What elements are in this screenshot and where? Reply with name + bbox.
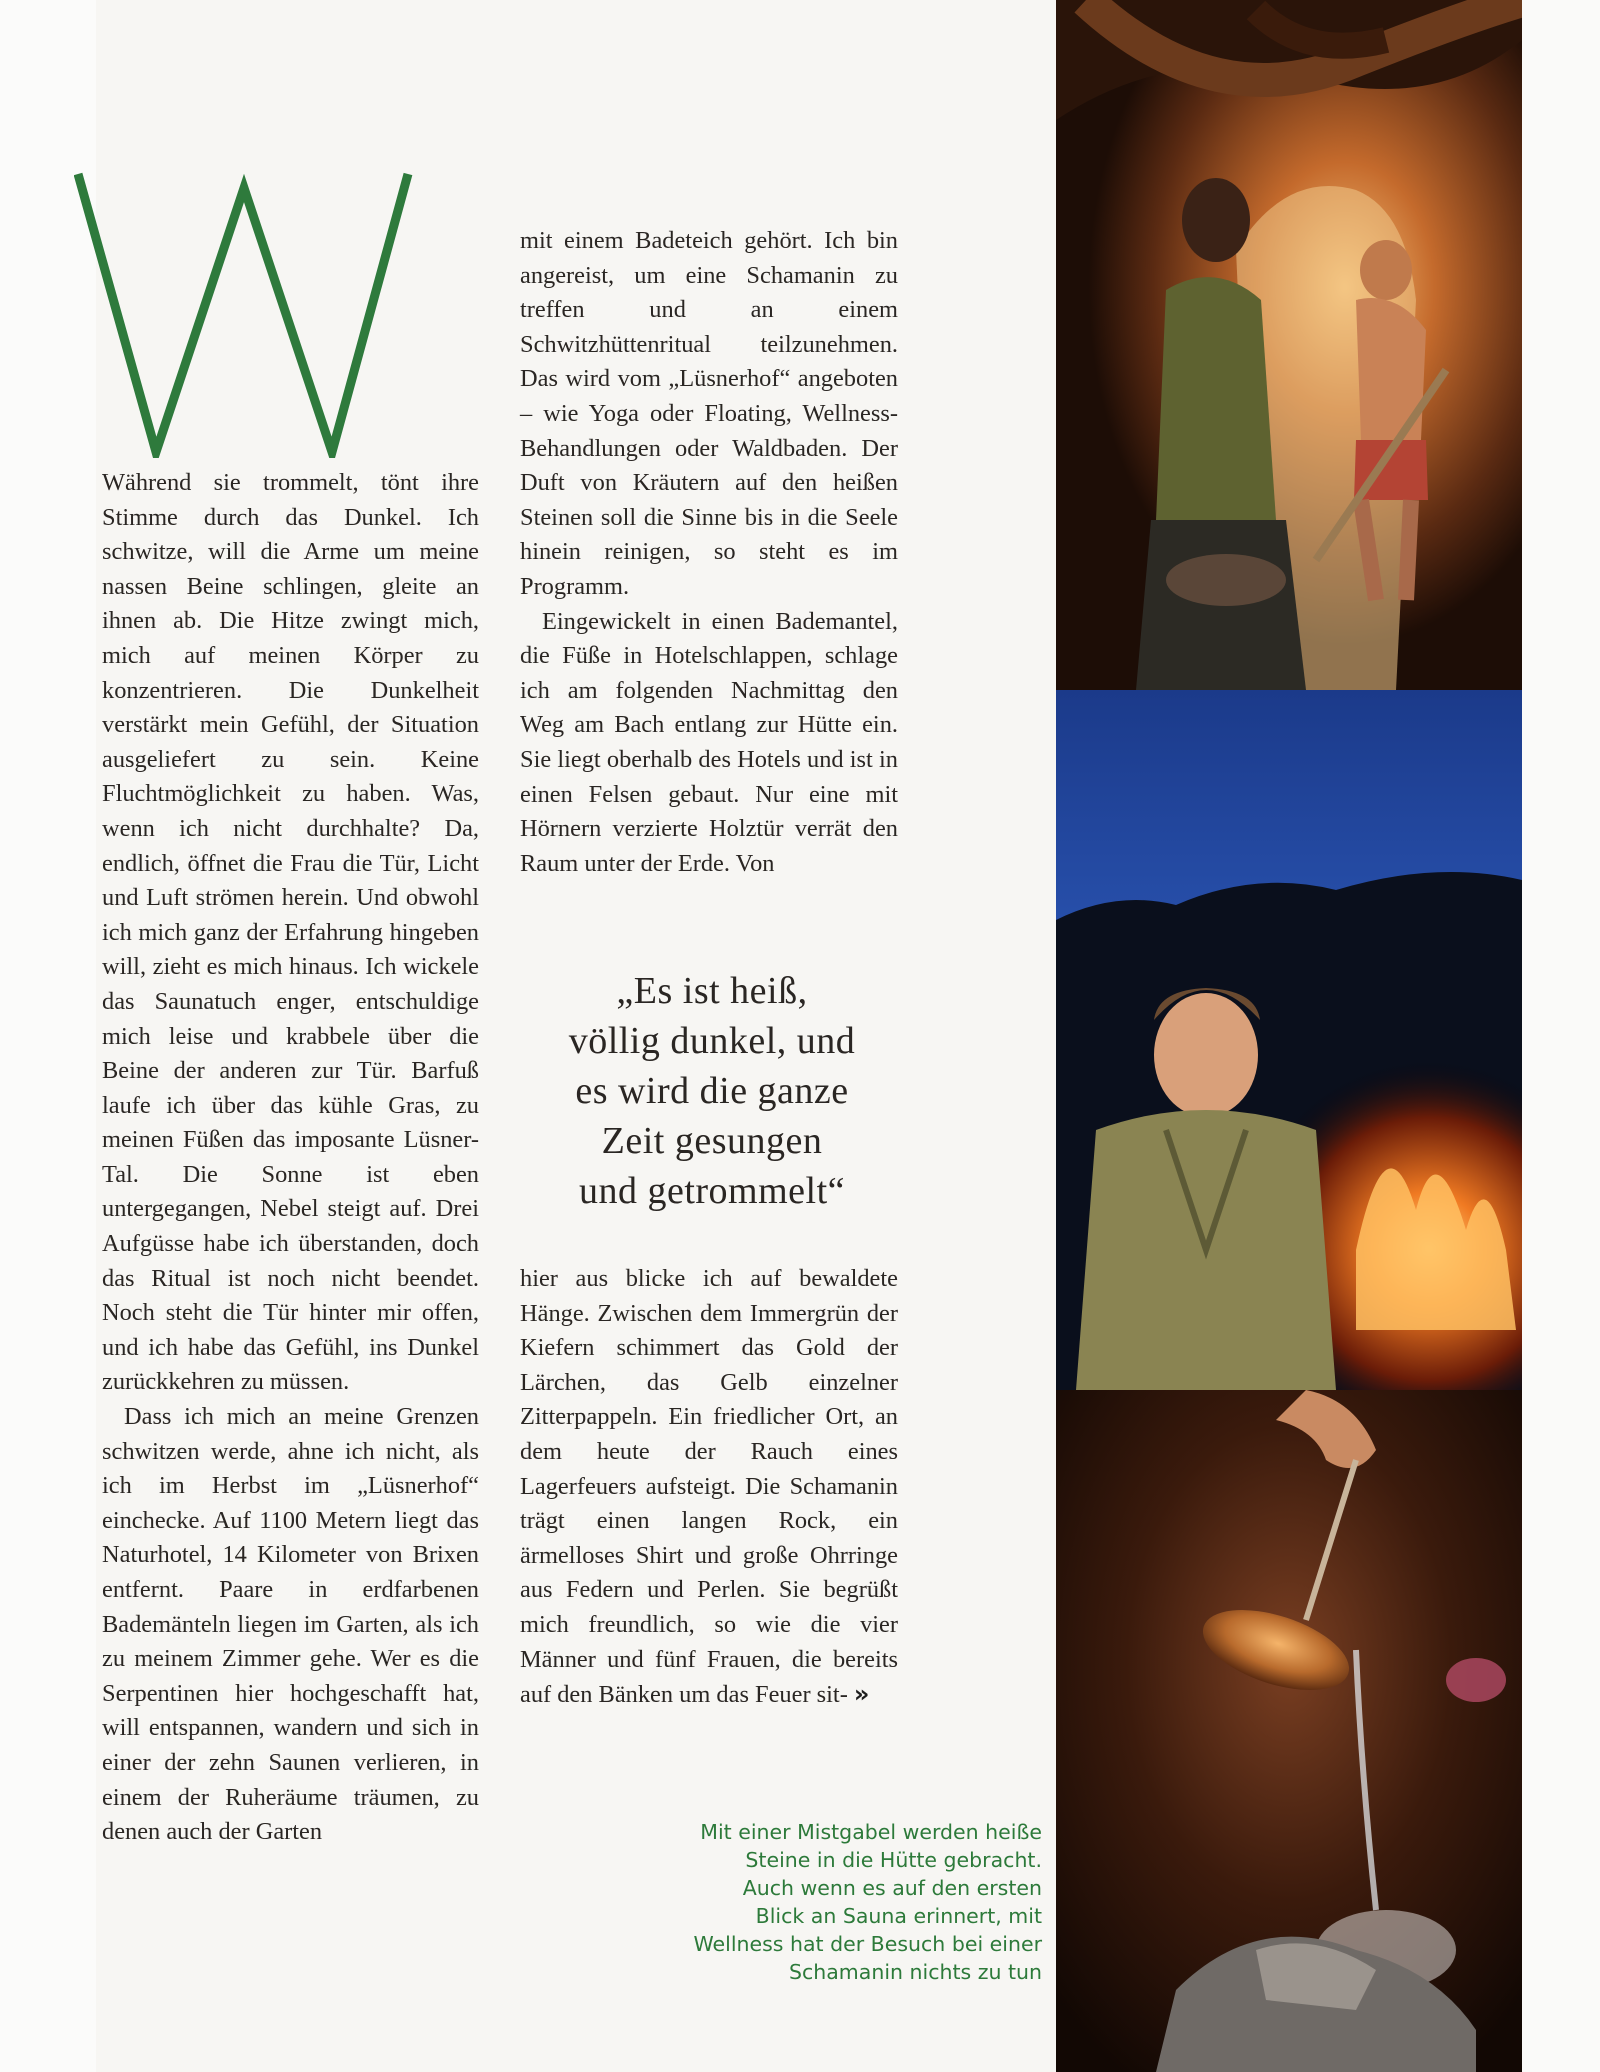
caption-line: Wellness hat der Besuch bei einer — [693, 1932, 1042, 1956]
photo-ladle-water-on-stones — [1056, 1390, 1522, 2072]
caption-line: Blick an Sauna erinnert, mit — [755, 1904, 1042, 1928]
pull-quote-line: und getrommelt“ — [578, 1170, 846, 1212]
paragraph: Eingewickelt in einen Bademantel, die Füße in Hotelschlappen, schlage ich am folgenden Nachmittag den Weg am Bach entlang zur Hütte ein. Sie liegt oberhalb des Hotels und ist in einen Felsen gebaut. Nur eine mit Hörnern verzierte Holztür verrät den Raum unter der Erde. Von — [520, 607, 898, 877]
photo-woman-by-fire-night — [1056, 690, 1522, 1390]
paragraph: Dass ich mich an meine Grenzen schwitzen werde, ahne ich nicht, als ich im Herbst im „Lüsnerhof“ einchecke. Auf 1100 Metern liegt das Naturhotel, 14 Kilometer von Brixen entfernt. Paare in erdfarbenen Bademänteln liegen im Garten, als ich zu meinem Zimmer gehe. Wer es die Serpentinen hier hochgeschafft hat, will entspannen, wandern und sich in einer der zehn Saunen verlieren, in einem der Ruheräume träumen, zu denen auch der Garten — [102, 1403, 479, 1846]
paragraph-text: hier aus blicke ich auf bewaldete Hänge. Zwischen dem Immergrün der Kiefern schimmert das Gold der Lärchen, das Gelb einzelner Zitterpappeln. Ein friedlicher Ort, an dem heute der Rauch eines Lagerfeuers aufsteigt. Die Schamanin trägt einen langen Rock, ein ärmelloses Shirt und große Ohrringe aus Federn und Perlen. Sie begrüßt mich freundlich, so wie die vier Männer und fünf Frauen, die bereits auf den Bänken um das Feuer sit- — [520, 1265, 898, 1709]
article-column-3 — [520, 1262, 898, 1713]
caption-line: Schamanin nichts zu tun — [788, 1960, 1042, 1984]
pull-quote-line: völlig dunkel, und — [568, 1020, 856, 1062]
photo-caption — [620, 1818, 1042, 1986]
pull-quote-line: „Es ist heiß, — [616, 970, 808, 1012]
pull-quote-line: es wird die ganze — [575, 1070, 849, 1112]
pull-quote-line: Zeit gesungen — [601, 1120, 823, 1162]
caption-line: Auch wenn es auf den ersten — [742, 1876, 1042, 1900]
drop-cap-w-glyph — [74, 168, 414, 458]
paragraph: mit einem Badeteich gehört. Ich bin angereist, um eine Schamanin zu treffen und an einem Schwitzhüttenritual teilzunehmen. Das wird vom „Lüsnerhof“ angeboten – wie Yoga oder Floating, Wellness-Behandlungen oder Waldbaden. Der Duft von Kräutern auf den heißen Steinen soll die Sinne bis in die Seele hinein reinigen, so steht es im Programm. — [520, 227, 898, 600]
caption-line: Steine in die Hütte gebracht. — [745, 1848, 1042, 1872]
photo-sweat-lodge-entrance — [1056, 0, 1522, 690]
paragraph: Während sie trommelt, tönt ihre Stimme durch das Dunkel. Ich schwitze, will die Arme um meine nassen Beine schlingen, gleite an ihnen ab. Die Hitze zwingt mich, mich auf meinen Körper zu konzentrieren. Die Dunkelheit verstärkt mein Gefühl, der Situation ausgeliefert zu sein. Keine Fluchtmöglichkeit zu haben. Was, wenn ich nicht durchhalte? Da, endlich, öffnet die Frau die Tür, Licht und Luft strömen herein. Und obwohl ich mich ganz der Erfahrung hingeben will, zieht es mich hinaus. Ich wickele das Saunatuch enger, entschuldige mich leise und krabbele über die Beine der anderen zur Tür. Barfuß laufe ich über das kühle Gras, zu meinen Füßen das imposante Lüsner-Tal. Die Sonne ist eben untergegangen, Nebel steigt auf. Drei Aufgüsse habe ich überstanden, doch das Ritual ist noch nicht beendet. Noch steht die Tür hinter mir offen, und ich habe das Gefühl, ins Dunkel zurückkehren zu müssen. — [102, 469, 479, 1396]
caption-line: Mit einer Mistgabel werden heiße — [700, 1820, 1042, 1844]
continue-arrow-icon: » — [853, 1680, 866, 1709]
article-column-1 — [102, 466, 479, 1850]
paragraph — [520, 1262, 898, 1713]
page-margin-right — [1522, 0, 1600, 2072]
article-column-2 — [520, 224, 898, 881]
pull-quote — [512, 966, 912, 1216]
drop-cap-w — [74, 168, 414, 458]
